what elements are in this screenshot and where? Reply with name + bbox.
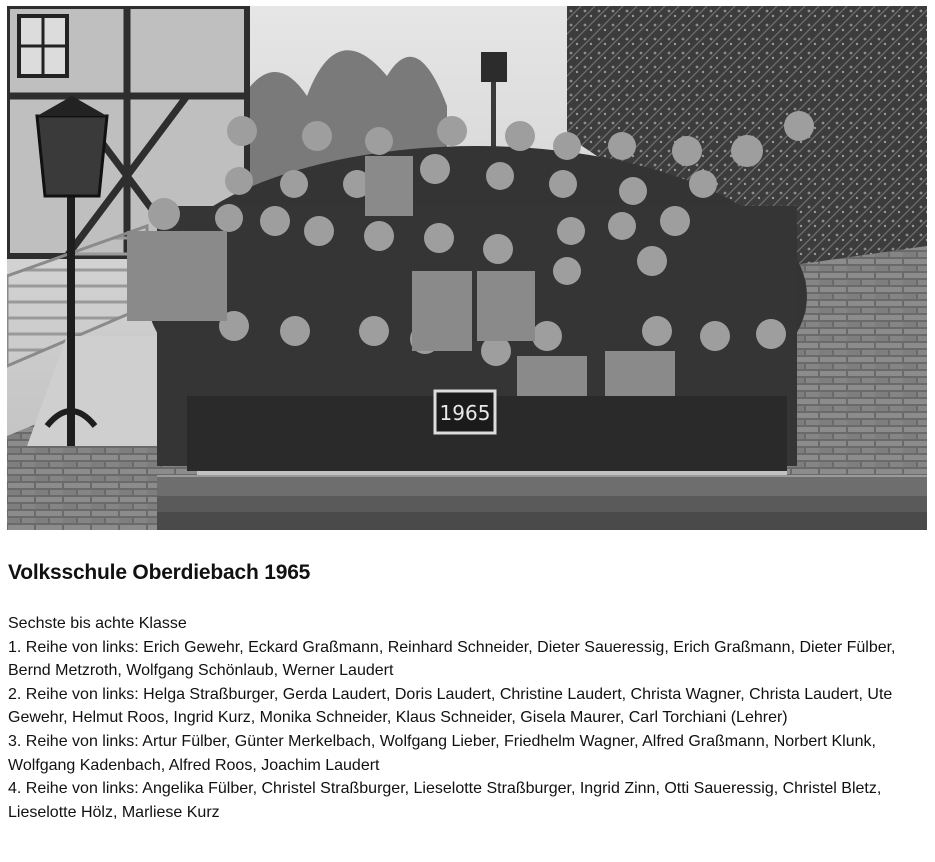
photo-caption [8, 560, 918, 824]
caption-row-2: 2. Reihe von links: Helga Straßburger, Gerda Laudert, Doris Laudert, Christine Laudert, Christa Wagner, Christa Laudert, Ute Gewehr, Helmut Roos, Ingrid Kurz, Monika Schneider, Klaus Schneider, Gisela Maurer, Carl Torchiani (Lehrer) [8, 685, 893, 727]
class-photo [7, 6, 927, 530]
caption-row-3: 3. Reihe von links: Artur Fülber, Günter Merkelbach, Wolfgang Lieber, Friedhelm Wagner, Alfred Graßmann, Norbert Klunk, Wolfgang Kadenbach, Alfred Roos, Joachim Laudert [8, 732, 876, 774]
caption-subtitle: Sechste bis achte Klasse [8, 615, 187, 632]
caption-row-1: 1. Reihe von links: Erich Gewehr, Eckard Graßmann, Reinhard Schneider, Dieter Saueressig, Erich Graßmann, Dieter Fülber, Bernd Metzroth, Wolfgang Schönlaub, Werner Laudert [8, 638, 896, 680]
caption-body [8, 612, 918, 824]
caption-row-4: 4. Reihe von links: Angelika Fülber, Christel Straßburger, Lieselotte Straßburger, Ingrid Zinn, Otti Saueressig, Christel Bletz, Lieselotte Hölz, Marliese Kurz [8, 780, 882, 821]
caption-title: Volksschule Oberdiebach 1965 [8, 561, 311, 584]
year-plate [435, 391, 495, 433]
plate-year-text: 1965 [439, 401, 491, 425]
